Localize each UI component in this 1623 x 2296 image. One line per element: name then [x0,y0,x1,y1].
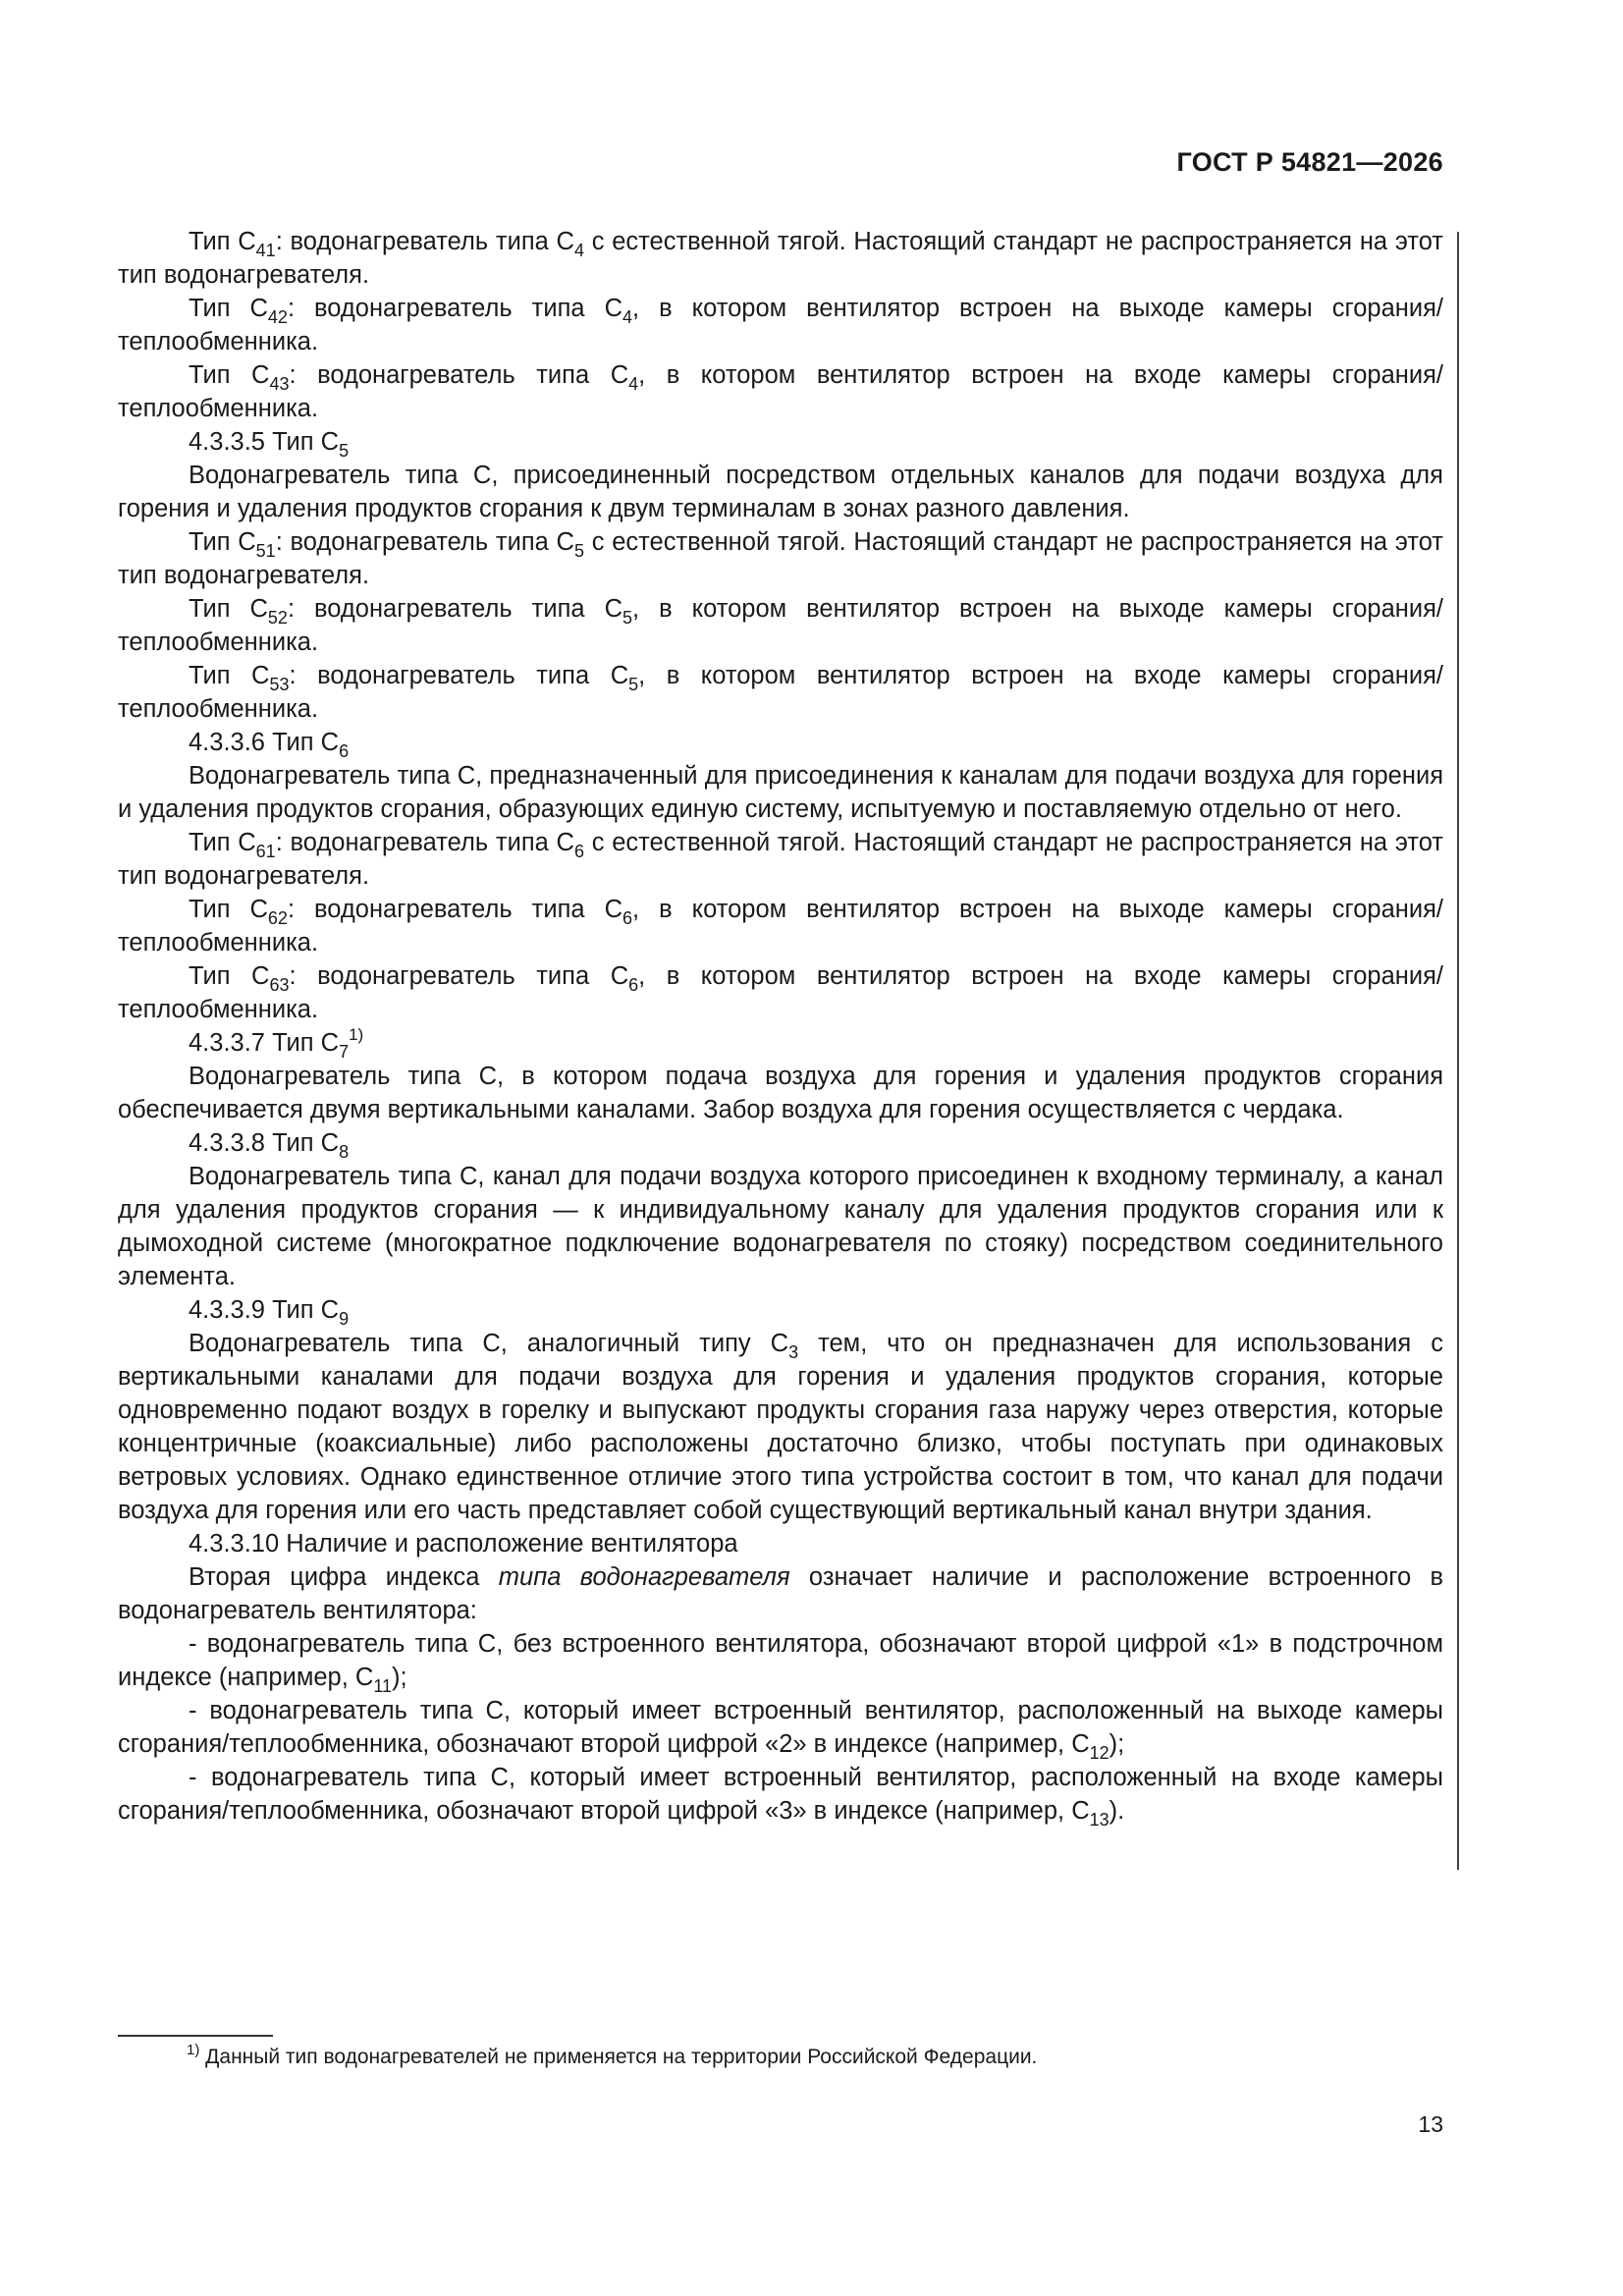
standard-designation: ГОСТ Р 54821—2026 [1176,147,1443,177]
paragraph-c53: Тип $C_{53}$: водонагреватель типа $C_5$, в котором вентилятор встроен на входе камеры сгорания/теплообменника. [118,662,1443,723]
heading-4337: 4.3.3.7 Тип $C_7^{1)}$ [189,1025,364,1062]
heading-43310: 4.3.3.10 Наличие и расположение вентилятора [189,1530,738,1558]
footnote [187,2043,1037,2072]
paragraph-4338: Водонагреватель типа C, канал для подачи воздуха которого присоединен к входному терминалу, а канал для удаления продуктов сгорания — к индивидуальному каналу для удаления продуктов сгорания или к дымоходной системе (многократное подключение водонагревателя по стояку) посредством соединительного элемента. [118,1163,1443,1290]
main-text [118,225,1443,1828]
footnote-separator [118,2035,273,2037]
footnote-text: Данный тип водонагревателей не применяется на территории Российской Федерации. [199,2046,1038,2068]
paragraph-c51: Тип $C_{51}$: водонагреватель типа $C_5$ с естественной тягой. Настоящий стандарт не распространяется на этот тип водонагревателя. [118,528,1443,589]
paragraph-c52: Тип $C_{52}$: водонагреватель типа $C_5$, в котором вентилятор встроен на выходе камеры сгорания/ теплообменника. [118,595,1443,656]
paragraph-43310: Вторая цифра индекса типа водонагревателя означает наличие и расположение встроенного в водонагреватель вентилятора: [118,1563,1443,1624]
list-item: - водонагреватель типа C, который имеет встроенный вентилятор, расположенный на выходе камеры сгорания/теплообменника, обозначают второй цифрой «2» в индексе (например, $C_{12}$); [118,1697,1443,1763]
paragraph-4335: Водонагреватель типа C, присоединенный посредством отдельных каналов для подачи воздуха для горения и удаления продуктов сгорания к двум терминалам в зонах разного давления. [118,462,1443,522]
paragraph-c41: Тип $C_{41}$: водонагреватель типа $C_4$ с естественной тягой. Настоящий стандарт не распространяется на этот тип водонагревателя. [118,228,1443,289]
page-number: 13 [1418,2111,1443,2137]
heading-4335: 4.3.3.5 Тип $C_5$ [189,428,350,461]
footnote-marker: 1) [187,2042,200,2058]
paragraph-c42: Тип $C_{42}$: водонагреватель типа $C_4$, в котором вентилятор встроен на выходе камеры сгорания/ теплообменника. [118,295,1443,355]
list-item: - водонагреватель типа C, который имеет встроенный вентилятор, расположенный на входе камеры сгорания/теплообменника, обозначают второй цифрой «3» в индексе (например, $C_{13}$). [118,1764,1443,1830]
paragraph-c43: Тип $C_{43}$: водонагреватель типа $C_4$, в котором вентилятор встроен на входе камеры сгорания/теплообменника. [118,361,1443,422]
paragraph-4339: Водонагреватель типа C, аналогичный типу $C_3$ тем, что он предназначен для использования с вертикальными каналами для подачи воздуха для горения и удаления продуктов сгорания, которые одновременно подают воздух в горелку и выпускают продукты сгорания газа наружу через отверстия, которые концентричные (коаксиальные) либо расположены достаточно близко, чтобы поступать при одинаковых ветровых условиях. Однако единственное отличие этого типа устройства состоит в том, что канал для подачи воздуха для горения или его часть представляет собой существующий вертикальный канал внутри здания. [118,1330,1443,1524]
footnote-reference[interactable]: 1) [349,1025,364,1044]
list-item: - водонагреватель типа C, без встроенного вентилятора, обозначают второй цифрой «1» в подстрочном индексе (например, $C_{11}$); [118,1630,1443,1696]
paragraph-4337: Водонагреватель типа C, в котором подача воздуха для горения и удаления продуктов сгорания обеспечивается двумя вертикальными каналами. Забор воздуха для горения осуществляется с чердака. [118,1063,1443,1123]
heading-4336: 4.3.3.6 Тип $C_6$ [189,729,350,761]
paragraph-4336: Водонагреватель типа C, предназначенный для присоединения к каналам для подачи воздуха для горения и удаления продуктов сгорания, образующих единую систему, испытуемую и поставляемую отдельно от него. [118,762,1443,823]
paragraph-c63: Тип $C_{63}$: водонагреватель типа $C_6$, в котором вентилятор встроен на входе камеры сгорания/теплообменника. [118,962,1443,1023]
heading-4339: 4.3.3.9 Тип $C_9$ [189,1296,350,1329]
change-bar [1457,232,1459,1870]
heading-4338: 4.3.3.8 Тип $C_8$ [189,1129,350,1162]
paragraph-c62: Тип $C_{62}$: водонагреватель типа $C_6$, в котором вентилятор встроен на выходе камеры сгорания/ теплообменника. [118,896,1443,957]
paragraph-c61: Тип $C_{61}$: водонагреватель типа $C_6$ с естественной тягой. Настоящий стандарт не распространяется на этот тип водонагревателя. [118,829,1443,890]
